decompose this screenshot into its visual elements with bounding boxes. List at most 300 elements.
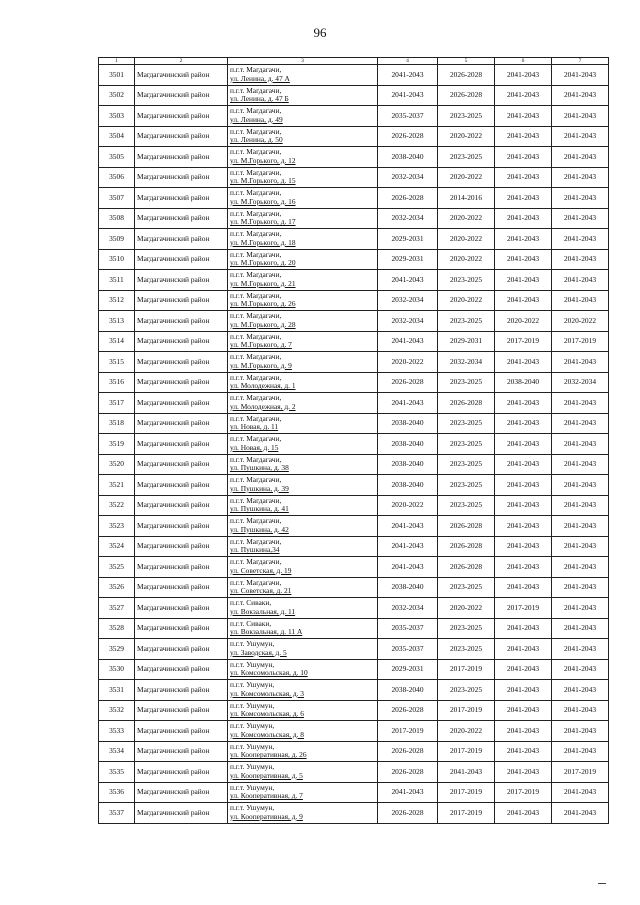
row-number-cell: 3512 [99,290,135,311]
period-cell-6: 2041-2043 [495,639,552,660]
period-cell-4: 2035-2037 [378,106,438,127]
address-settlement: п.г.т. Магдагачи, [230,557,282,567]
table-row [99,188,609,209]
address-settlement: п.г.т. Магдагачи, [230,372,282,382]
period-cell-6: 2041-2043 [495,577,552,598]
row-number-cell: 3519 [99,434,135,455]
period-cell-6: 2041-2043 [495,721,552,742]
period-cell-5: 2023-2025 [438,106,495,127]
period-cell-4: 2041-2043 [378,393,438,414]
row-number-cell: 3501 [99,65,135,86]
address-street: ул. Ленина, д. 50 [230,135,283,145]
period-cell-7: 2041-2043 [552,270,609,291]
period-cell-7: 2041-2043 [552,188,609,209]
address-street: ул. Советская, д. 19 [230,565,292,575]
address-street: ул. М.Горького, д. 28 [230,319,296,329]
district-cell: Магдагачинский район [135,393,228,414]
address-street: ул. Комсомольская, д. 6 [230,709,304,719]
period-cell-4: 2041-2043 [378,516,438,537]
address-street: ул. Пушкина, д. 41 [230,504,289,514]
period-cell-6: 2017-2019 [495,598,552,619]
row-number-cell: 3516 [99,372,135,393]
address-street: ул. М.Горького, д. 7 [230,340,292,350]
period-cell-6: 2041-2043 [495,106,552,127]
district-cell: Магдагачинский район [135,639,228,660]
address-cell [228,65,378,86]
period-cell-5: 2014-2016 [438,188,495,209]
period-cell-6: 2041-2043 [495,700,552,721]
district-cell: Магдагачинский район [135,352,228,373]
table-row [99,249,609,270]
address-cell [228,372,378,393]
address-cell [228,721,378,742]
housing-schedule-table [98,57,609,824]
address-street: ул. Ленина, д. 49 [230,114,283,124]
period-cell-7: 2017-2019 [552,762,609,783]
period-cell-6: 2041-2043 [495,762,552,783]
period-cell-7: 2041-2043 [552,598,609,619]
table-row [99,803,609,824]
district-cell: Магдагачинский район [135,618,228,639]
address-cell [228,126,378,147]
address-settlement: п.г.т. Магдагачи, [230,454,282,464]
address-cell [228,249,378,270]
table-row [99,311,609,332]
period-cell-7: 2041-2043 [552,639,609,660]
address-street: ул. Ленина, д. 47 А [230,73,290,83]
district-cell: Магдагачинский район [135,413,228,434]
district-cell: Магдагачинский район [135,290,228,311]
address-cell [228,782,378,803]
row-number-cell: 3503 [99,106,135,127]
period-cell-6: 2020-2022 [495,311,552,332]
period-cell-4: 2026-2028 [378,741,438,762]
period-cell-4: 2041-2043 [378,85,438,106]
address-settlement: п.г.т. Магдагачи, [230,331,282,341]
address-cell [228,475,378,496]
table-row [99,270,609,291]
address-street: ул. М.Горького, д. 16 [230,196,296,206]
period-cell-7: 2041-2043 [552,208,609,229]
period-cell-6: 2041-2043 [495,536,552,557]
period-cell-6: 2041-2043 [495,65,552,86]
period-cell-5: 2017-2019 [438,803,495,824]
address-street: ул. Ленина, д. 47 Б [230,94,289,104]
period-cell-4: 2020-2022 [378,352,438,373]
district-cell: Магдагачинский район [135,659,228,680]
period-cell-5: 2032-2034 [438,352,495,373]
period-cell-7: 2041-2043 [552,229,609,250]
period-cell-6: 2041-2043 [495,434,552,455]
district-cell: Магдагачинский район [135,65,228,86]
period-cell-6: 2041-2043 [495,618,552,639]
period-cell-6: 2041-2043 [495,290,552,311]
row-number-cell: 3530 [99,659,135,680]
address-settlement: п.г.т. Магдагачи, [230,85,282,95]
row-number-cell: 3517 [99,393,135,414]
period-cell-5: 2023-2025 [438,577,495,598]
period-cell-4: 2041-2043 [378,536,438,557]
period-cell-5: 2026-2028 [438,393,495,414]
district-cell: Магдагачинский район [135,700,228,721]
period-cell-5: 2017-2019 [438,659,495,680]
period-cell-5: 2023-2025 [438,311,495,332]
table-body [99,65,609,824]
period-cell-7: 2041-2043 [552,85,609,106]
district-cell: Магдагачинский район [135,598,228,619]
table-row [99,106,609,127]
district-cell: Магдагачинский район [135,475,228,496]
address-settlement: п.г.т. Магдагачи, [230,270,282,280]
column-header: 3 [228,58,378,65]
table-row [99,65,609,86]
address-street: ул. Молодежная, д. 1 [230,381,296,391]
table-row [99,331,609,352]
table-row [99,659,609,680]
period-cell-7: 2041-2043 [552,618,609,639]
period-cell-5: 2023-2025 [438,147,495,168]
column-header: 4 [378,58,438,65]
district-cell: Магдагачинский район [135,331,228,352]
period-cell-5: 2029-2031 [438,331,495,352]
district-cell: Магдагачинский район [135,495,228,516]
table-row [99,721,609,742]
period-cell-4: 2038-2040 [378,680,438,701]
table-row [99,680,609,701]
period-cell-6: 2041-2043 [495,803,552,824]
table-row [99,434,609,455]
address-street: ул. Новая, д. 15 [230,442,279,452]
period-cell-7: 2041-2043 [552,393,609,414]
period-cell-6: 2041-2043 [495,659,552,680]
period-cell-7: 2041-2043 [552,167,609,188]
period-cell-6: 2041-2043 [495,85,552,106]
address-settlement: п.г.т. Магдагачи, [230,352,282,362]
address-cell [228,577,378,598]
row-number-cell: 3521 [99,475,135,496]
address-street: ул. Вокзальная, д. 11 [230,606,296,616]
address-settlement: п.г.т. Магдагачи, [230,475,282,485]
period-cell-4: 2032-2034 [378,598,438,619]
address-settlement: п.г.т. Магдагачи, [230,311,282,321]
address-settlement: п.г.т. Магдагачи, [230,188,282,198]
table-row [99,126,609,147]
address-street: ул. Кооперативная, д. 9 [230,811,303,821]
address-settlement: п.г.т. Магдагачи, [230,393,282,403]
row-number-cell: 3502 [99,85,135,106]
address-settlement: п.г.т. Ушумун, [230,741,275,751]
period-cell-4: 2026-2028 [378,803,438,824]
table-row [99,85,609,106]
district-cell: Магдагачинский район [135,536,228,557]
address-cell [228,536,378,557]
row-number-cell: 3527 [99,598,135,619]
period-cell-7: 2041-2043 [552,557,609,578]
row-number-cell: 3535 [99,762,135,783]
period-cell-5: 2026-2028 [438,85,495,106]
address-street: ул. М.Горького, д. 26 [230,299,296,309]
address-cell [228,208,378,229]
district-cell: Магдагачинский район [135,680,228,701]
district-cell: Магдагачинский район [135,434,228,455]
address-settlement: п.г.т. Магдагачи, [230,495,282,505]
district-cell: Магдагачинский район [135,188,228,209]
address-street: ул. Комсомольская, д. 8 [230,729,304,739]
row-number-cell: 3520 [99,454,135,475]
address-street: ул. Заводская, д. 5 [230,647,287,657]
address-street: ул. Молодежная, д. 2 [230,401,296,411]
address-cell [228,167,378,188]
row-number-cell: 3508 [99,208,135,229]
address-settlement: п.г.т. Магдагачи, [230,290,282,300]
period-cell-7: 2017-2019 [552,331,609,352]
period-cell-4: 2041-2043 [378,270,438,291]
address-settlement: п.г.т. Магдагачи, [230,208,282,218]
address-street: ул. М.Горького, д. 20 [230,258,296,268]
district-cell: Магдагачинский район [135,557,228,578]
period-cell-4: 2032-2034 [378,167,438,188]
row-number-cell: 3507 [99,188,135,209]
period-cell-6: 2041-2043 [495,249,552,270]
period-cell-7: 2041-2043 [552,65,609,86]
period-cell-7: 2041-2043 [552,413,609,434]
period-cell-6: 2017-2019 [495,331,552,352]
period-cell-6: 2041-2043 [495,229,552,250]
district-cell: Магдагачинский район [135,454,228,475]
period-cell-5: 2020-2022 [438,126,495,147]
address-street: ул. М.Горького, д. 12 [230,155,296,165]
row-number-cell: 3534 [99,741,135,762]
address-settlement: п.г.т. Магдагачи, [230,147,282,157]
period-cell-7: 2041-2043 [552,454,609,475]
table-row [99,495,609,516]
period-cell-7: 2041-2043 [552,680,609,701]
address-street: ул. Пушкина, д. 38 [230,463,289,473]
address-cell [228,270,378,291]
address-settlement: п.г.т. Ушумун, [230,782,275,792]
period-cell-4: 2041-2043 [378,331,438,352]
row-number-cell: 3518 [99,413,135,434]
address-street: ул. М.Горького, д. 21 [230,278,296,288]
period-cell-7: 2041-2043 [552,106,609,127]
district-cell: Магдагачинский район [135,741,228,762]
period-cell-6: 2041-2043 [495,393,552,414]
period-cell-5: 2017-2019 [438,741,495,762]
address-cell [228,434,378,455]
period-cell-6: 2041-2043 [495,270,552,291]
table-row [99,598,609,619]
period-cell-7: 2041-2043 [552,352,609,373]
table-row [99,413,609,434]
period-cell-7: 2041-2043 [552,536,609,557]
period-cell-4: 2041-2043 [378,557,438,578]
district-cell: Магдагачинский район [135,167,228,188]
district-cell: Магдагачинский район [135,762,228,783]
table-row [99,454,609,475]
period-cell-7: 2041-2043 [552,577,609,598]
table-row [99,557,609,578]
period-cell-5: 2017-2019 [438,782,495,803]
address-settlement: п.г.т. Магдагачи, [230,516,282,526]
row-number-cell: 3509 [99,229,135,250]
period-cell-4: 2032-2034 [378,290,438,311]
district-cell: Магдагачинский район [135,106,228,127]
period-cell-4: 2029-2031 [378,229,438,250]
row-number-cell: 3510 [99,249,135,270]
row-number-cell: 3536 [99,782,135,803]
period-cell-7: 2041-2043 [552,741,609,762]
period-cell-6: 2041-2043 [495,352,552,373]
period-cell-5: 2026-2028 [438,536,495,557]
column-header: 5 [438,58,495,65]
address-settlement: п.г.т. Ушумун, [230,639,275,649]
period-cell-4: 2035-2037 [378,639,438,660]
period-cell-7: 2041-2043 [552,495,609,516]
table-row [99,229,609,250]
column-header: 7 [552,58,609,65]
period-cell-7: 2041-2043 [552,475,609,496]
address-street: ул. Кооперативная, д. 26 [230,750,307,760]
period-cell-7: 2041-2043 [552,782,609,803]
address-settlement: п.г.т. Магдагачи, [230,65,282,75]
address-cell [228,741,378,762]
row-number-cell: 3537 [99,803,135,824]
address-cell [228,495,378,516]
district-cell: Магдагачинский район [135,270,228,291]
page-number: 96 [313,25,327,40]
table-row [99,516,609,537]
period-cell-4: 2020-2022 [378,495,438,516]
column-number-row [99,58,609,65]
address-street: ул. Пушкина, д. 42 [230,524,289,534]
row-number-cell: 3514 [99,331,135,352]
period-cell-5: 2020-2022 [438,721,495,742]
district-cell: Магдагачинский район [135,208,228,229]
column-header: 1 [99,58,135,65]
row-number-cell: 3522 [99,495,135,516]
address-cell [228,680,378,701]
row-number-cell: 3513 [99,311,135,332]
address-street: ул. Комсомольская, д. 10 [230,668,308,678]
address-settlement: п.г.т. Сиваки, [230,598,272,608]
period-cell-5: 2023-2025 [438,454,495,475]
period-cell-7: 2041-2043 [552,249,609,270]
address-settlement: п.г.т. Сиваки, [230,618,272,628]
period-cell-7: 2041-2043 [552,659,609,680]
period-cell-5: 2017-2019 [438,700,495,721]
table-row [99,700,609,721]
period-cell-6: 2041-2043 [495,680,552,701]
address-cell [228,557,378,578]
period-cell-5: 2020-2022 [438,229,495,250]
address-settlement: п.г.т. Ушумун, [230,721,275,731]
address-settlement: п.г.т. Ушумун, [230,803,275,813]
district-cell: Магдагачинский район [135,229,228,250]
period-cell-5: 2023-2025 [438,413,495,434]
period-cell-7: 2041-2043 [552,721,609,742]
column-header: 6 [495,58,552,65]
address-street: ул. Кооперативная, д. 5 [230,770,303,780]
address-cell [228,106,378,127]
address-street: ул. Кооперативная, д. 7 [230,791,303,801]
address-cell [228,659,378,680]
district-cell: Магдагачинский район [135,516,228,537]
period-cell-5: 2023-2025 [438,270,495,291]
address-street: ул. Советская, д. 21 [230,586,292,596]
row-number-cell: 3511 [99,270,135,291]
period-cell-5: 2023-2025 [438,618,495,639]
address-settlement: п.г.т. Магдагачи, [230,229,282,239]
address-settlement: п.г.т. Магдагачи, [230,249,282,259]
address-cell [228,803,378,824]
period-cell-4: 2026-2028 [378,700,438,721]
address-settlement: п.г.т. Магдагачи, [230,106,282,116]
district-cell: Магдагачинский район [135,147,228,168]
address-street: ул. М.Горького, д. 9 [230,360,292,370]
address-cell [228,393,378,414]
address-street: ул. М.Горького, д. 15 [230,176,296,186]
period-cell-7: 2041-2043 [552,803,609,824]
period-cell-4: 2032-2034 [378,311,438,332]
district-cell: Магдагачинский район [135,85,228,106]
period-cell-6: 2041-2043 [495,495,552,516]
address-cell [228,352,378,373]
address-street: ул. М.Горького, д. 18 [230,237,296,247]
period-cell-5: 2023-2025 [438,475,495,496]
table-row [99,762,609,783]
address-street: ул. М.Горького, д. 17 [230,217,296,227]
table-row [99,577,609,598]
period-cell-4: 2041-2043 [378,782,438,803]
period-cell-7: 2020-2022 [552,311,609,332]
period-cell-6: 2041-2043 [495,475,552,496]
district-cell: Магдагачинский район [135,126,228,147]
period-cell-5: 2023-2025 [438,434,495,455]
address-settlement: п.г.т. Ушумун, [230,659,275,669]
period-cell-4: 2038-2040 [378,475,438,496]
period-cell-6: 2038-2040 [495,372,552,393]
period-cell-5: 2023-2025 [438,372,495,393]
column-header: 2 [135,58,228,65]
period-cell-6: 2041-2043 [495,741,552,762]
period-cell-5: 2026-2028 [438,557,495,578]
period-cell-4: 2026-2028 [378,188,438,209]
district-cell: Магдагачинский район [135,577,228,598]
period-cell-6: 2041-2043 [495,413,552,434]
row-number-cell: 3506 [99,167,135,188]
period-cell-4: 2017-2019 [378,721,438,742]
row-number-cell: 3524 [99,536,135,557]
period-cell-4: 2038-2040 [378,413,438,434]
period-cell-4: 2032-2034 [378,208,438,229]
period-cell-7: 2041-2043 [552,126,609,147]
table-row [99,147,609,168]
address-cell [228,147,378,168]
period-cell-6: 2041-2043 [495,516,552,537]
address-street: ул. Комсомольская, д. 3 [230,688,304,698]
period-cell-6: 2041-2043 [495,557,552,578]
period-cell-4: 2026-2028 [378,126,438,147]
row-number-cell: 3515 [99,352,135,373]
address-street: ул. Пушкина,34 [230,545,280,555]
address-cell [228,618,378,639]
table-row [99,741,609,762]
address-settlement: п.г.т. Магдагачи, [230,434,282,444]
period-cell-7: 2041-2043 [552,147,609,168]
period-cell-5: 2020-2022 [438,598,495,619]
period-cell-4: 2035-2037 [378,618,438,639]
table-row [99,639,609,660]
